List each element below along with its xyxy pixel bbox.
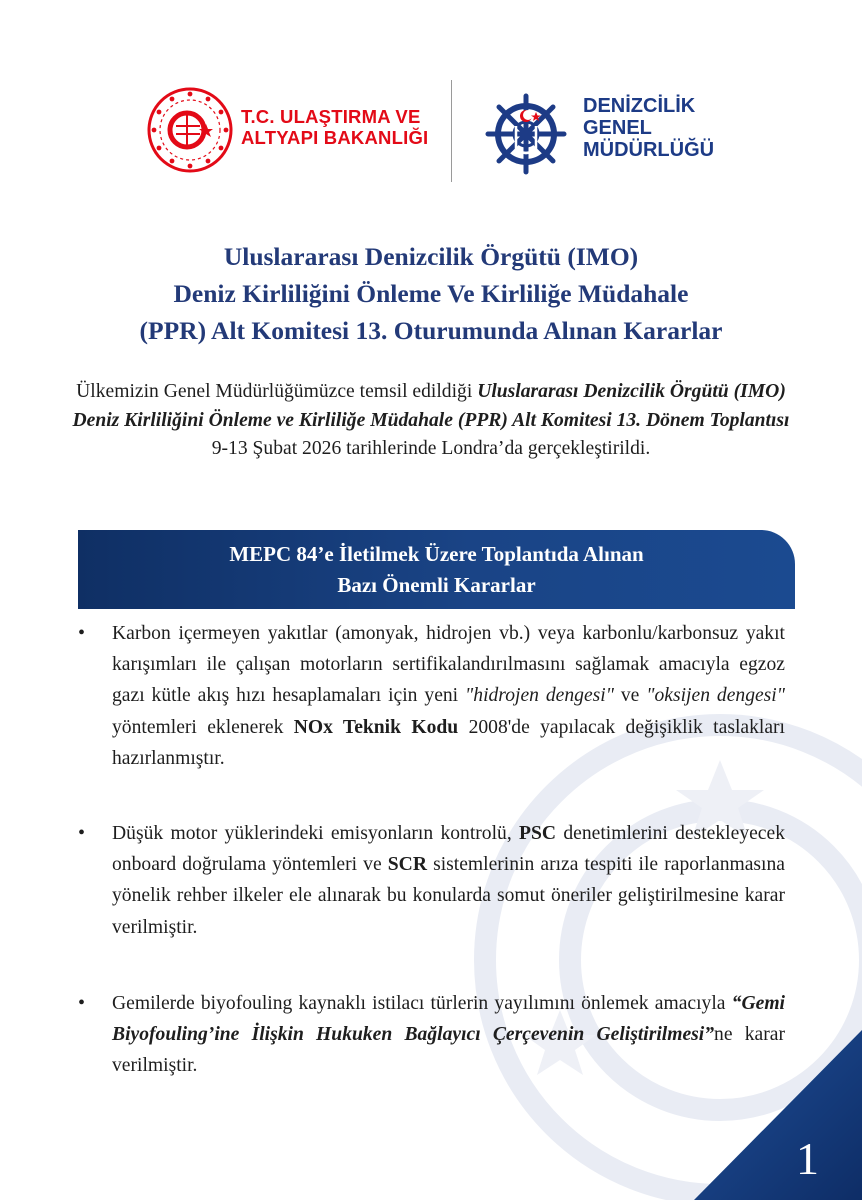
title-line1: Uluslararası Denizcilik Örgütü (IMO) — [223, 242, 639, 271]
banner-line2: Bazı Önemli Kararlar — [337, 573, 536, 597]
ministry-emblem-icon — [146, 86, 234, 174]
ministry-name — [241, 106, 428, 148]
item3-text2: ne karar verilmiştir. — [112, 1024, 785, 1077]
item2-text3: sistemlerinin arıza tespiti ile raporlanmasına yönelik rehber ilkeler ele alınarak bu konularda somut öneriler geliştirilmesine karar verilmiştir. — [112, 854, 785, 938]
item2-bold2: SCR — [387, 854, 427, 876]
item3-text1: Gemilerde biyofouling kaynaklı istilacı türlerin yayılımını önlemek amacıyla — [112, 993, 732, 1014]
banner-line1: MEPC 84’e İletilmek Üzere Toplantıda Alınan — [229, 542, 644, 566]
logo-divider — [451, 80, 452, 182]
title-line2: Deniz Kirliliğini Önleme Ve Kirliliğe Müdahale — [173, 279, 689, 308]
section-banner — [78, 530, 795, 609]
bullet-marker: • — [78, 822, 86, 844]
corner-triangle — [694, 1030, 862, 1200]
item3-bolditalic1: “Gemi Biyofouling’ine İlişkin Hukuken Bağlayıcı Çerçevenin Geliştirilmesi” — [112, 993, 785, 1046]
intro-meeting-name: Uluslararası Denizcilik Örgütü (IMO) Deniz Kirliliğini Önleme ve Kirliliğe Müdahale (PPR) Alt Komitesi 13. Dönem Toplantısı — [72, 381, 790, 431]
bullet-marker: • — [78, 622, 86, 644]
page-title — [40, 238, 822, 349]
title-line3: (PPR) Alt Komitesi 13. Oturumunda Alınan Kararlar — [139, 316, 723, 345]
ministry-name-line2: ALTYAPI BAKANLIĞI — [241, 127, 429, 148]
intro-part3: 9-13 Şubat 2026 tarihlerinde Londra’da gerçekleştirildi. — [211, 438, 651, 459]
item1-text3: yöntemleri eklenerek — [112, 716, 294, 738]
ship-wheel-anchor-icon — [480, 86, 572, 178]
item1-text4: 2008'de yapılacak değişiklik taslakları hazırlanmıştır. — [112, 716, 785, 769]
item2-bold1: PSC — [519, 823, 557, 844]
intro-paragraph — [70, 378, 792, 464]
dgm-name-line3: MÜDÜRLÜĞÜ — [583, 139, 715, 161]
item1-bold1: NOx Teknik Kodu — [293, 716, 459, 738]
bullet-marker: • — [78, 992, 86, 1014]
item1-italic1: "hidrojen dengesi" — [465, 685, 614, 707]
header-logos — [0, 78, 862, 188]
item2-text1: Düşük motor yüklerindeki emisyonların kontrolü, — [112, 823, 520, 844]
dgm-name — [583, 95, 714, 161]
ministry-name-line1: T.C. ULAŞTIRMA VE — [241, 106, 421, 127]
dgm-name-line1: DENİZCİLİK — [583, 95, 696, 117]
item1-text2: ve — [613, 685, 647, 707]
page-number: 1 — [796, 1133, 819, 1184]
dgm-name-line2: GENEL — [583, 117, 652, 139]
intro-part1: Ülkemizin Genel Müdürlüğümüzce temsil edildiği — [76, 381, 478, 402]
item1-italic2: "oksijen dengesi" — [646, 685, 785, 707]
item1-text1: Karbon içermeyen yakıtlar (amonyak, hidrojen vb.) veya karbonlu/karbonsuz yakıt karışımları ile çalışan motorların sertifikalandırılmasını sağlamak amacıyla egzoz gazı kütle akış hızı hesaplamaları için yeni — [112, 623, 785, 707]
item2-text2: denetimlerini destekleyecek onboard doğrulama yöntemleri ve — [112, 823, 785, 876]
